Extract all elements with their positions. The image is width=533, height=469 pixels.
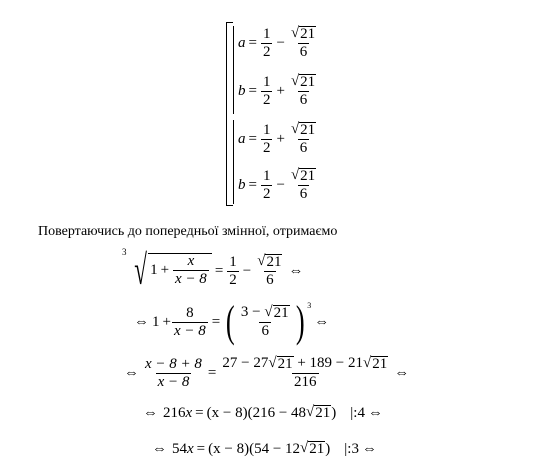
numerator: 1	[262, 25, 271, 42]
denominator: 2	[262, 91, 271, 108]
numerator: 1	[229, 253, 237, 270]
equals: =	[214, 262, 224, 279]
fraction	[173, 254, 209, 287]
equation-line-5	[152, 441, 380, 457]
radicand: 21	[300, 168, 316, 184]
transition-sentence: Повертаючись до попередньої змінної, отримаємо	[38, 224, 338, 239]
numerator-part: 27 − 27	[222, 355, 269, 371]
sqrt: √ 21	[290, 167, 316, 184]
denominator: 6	[299, 92, 308, 108]
fraction	[172, 306, 208, 339]
denominator: 2	[262, 185, 271, 202]
equation-line-3	[124, 356, 412, 390]
product-part: (x − 8)(216 − 48	[206, 404, 307, 421]
variable: b	[238, 82, 246, 99]
radicand: 21	[309, 441, 325, 457]
fraction	[289, 26, 318, 60]
variable: b	[238, 176, 246, 193]
fraction	[143, 357, 204, 390]
fraction	[289, 168, 318, 202]
iff-arrow: ⇔	[152, 440, 167, 457]
iff-arrow: ⇔	[143, 404, 158, 421]
outer-bracket-top	[226, 22, 233, 23]
radicand: 21	[300, 122, 316, 138]
equals: =	[248, 82, 257, 99]
fraction	[239, 305, 292, 339]
exponent: 3	[307, 301, 312, 310]
plus: +	[160, 262, 170, 278]
denominator: 6	[261, 323, 269, 339]
radicand: 21	[300, 74, 316, 90]
fraction	[255, 254, 284, 288]
system-row-a2	[238, 122, 319, 156]
right-paren: )	[295, 297, 305, 346]
sqrt: √ 21	[264, 304, 289, 321]
cube-root: 3 √ 1 + $\frac{x}{x - 8}$	[129, 250, 212, 292]
numerator-part: + 189 − 21	[297, 355, 363, 371]
variable: x	[187, 440, 194, 457]
denominator: x − 8	[173, 322, 206, 339]
radicand: 21	[315, 405, 331, 421]
radicand: 21	[300, 26, 316, 42]
numerator: x	[187, 253, 195, 269]
outer-bracket	[226, 22, 227, 206]
iff-arrow: ⇔	[361, 440, 377, 457]
iff-arrow: ⇔	[367, 404, 383, 421]
variable: a	[238, 130, 246, 147]
denominator: 216	[294, 374, 317, 390]
root-index: 3	[122, 247, 127, 257]
numerator: 1	[262, 121, 271, 138]
minus: −	[242, 262, 252, 279]
equals: =	[196, 440, 206, 457]
sqrt: √ 21	[290, 25, 316, 42]
iff-arrow: ⇔	[124, 364, 139, 381]
numerator: 1	[262, 167, 271, 184]
iff-arrow: ⇔	[134, 313, 149, 330]
coefficient: 216	[163, 404, 186, 421]
iff-arrow: ⇔	[288, 262, 304, 279]
fraction	[261, 169, 273, 202]
one: 1	[152, 313, 160, 330]
numerator: 1	[262, 73, 271, 90]
division-note: |:4	[350, 404, 365, 421]
variable: a	[238, 34, 246, 51]
numerator-part: 3 −	[240, 304, 261, 320]
equals: =	[248, 130, 257, 147]
sqrt: √ 21	[290, 73, 316, 90]
denominator: 6	[299, 140, 308, 156]
fraction	[227, 255, 239, 288]
product-part: )	[325, 440, 331, 457]
sign: +	[276, 82, 285, 99]
fraction	[289, 122, 318, 156]
fraction	[261, 75, 273, 108]
sign: +	[276, 130, 285, 147]
denominator: 6	[299, 186, 308, 202]
radicand: 21	[372, 356, 388, 372]
sqrt: √ 21	[306, 404, 331, 421]
denominator: 2	[262, 43, 271, 60]
product-part: )	[331, 404, 337, 421]
denominator: x − 8	[157, 373, 190, 390]
fraction	[289, 74, 318, 108]
radicand: 21	[273, 305, 289, 321]
equation-line-2	[134, 297, 332, 346]
sign: −	[276, 176, 285, 193]
equals: =	[211, 313, 221, 330]
inner-brace-1	[233, 26, 234, 114]
sqrt: √ 21	[257, 253, 282, 270]
radicand: 21	[277, 356, 293, 372]
denominator: 2	[262, 139, 271, 156]
denominator: x − 8	[175, 271, 207, 287]
sqrt: √ 21	[268, 355, 293, 372]
sqrt: √ 21	[300, 440, 325, 457]
variable: x	[185, 404, 193, 421]
division-note: |:3	[344, 440, 359, 457]
iff-arrow: ⇔	[314, 313, 330, 330]
equals: =	[248, 34, 257, 51]
fraction	[220, 356, 390, 390]
numerator: x − 8 + 8	[145, 355, 202, 372]
equation-line-1	[122, 247, 306, 294]
fraction	[261, 123, 273, 156]
fraction	[261, 27, 273, 60]
inner-brace-2	[233, 120, 234, 204]
sign: −	[276, 34, 285, 51]
equals: =	[248, 176, 257, 193]
equals: =	[207, 364, 217, 381]
equation-line-4	[143, 405, 386, 421]
product-part: (x − 8)(54 − 12	[208, 440, 301, 457]
iff-arrow: ⇔	[394, 364, 410, 381]
equals: =	[195, 404, 204, 421]
coefficient: 54	[172, 440, 187, 457]
denominator: 6	[266, 272, 274, 288]
numerator: 8	[186, 304, 194, 321]
left-paren: (	[226, 297, 235, 346]
system-row-b1	[238, 74, 319, 108]
system-row-a1	[238, 26, 319, 60]
plus: +	[162, 313, 171, 330]
denominator: 6	[299, 44, 308, 60]
outer-bracket-bottom	[226, 205, 233, 206]
sqrt: √ 21	[363, 355, 388, 372]
radicand: 21	[266, 254, 282, 270]
sqrt: √ 21	[290, 121, 316, 138]
one: 1	[150, 262, 158, 278]
system-row-b2	[238, 168, 319, 202]
denominator: 2	[229, 271, 237, 288]
